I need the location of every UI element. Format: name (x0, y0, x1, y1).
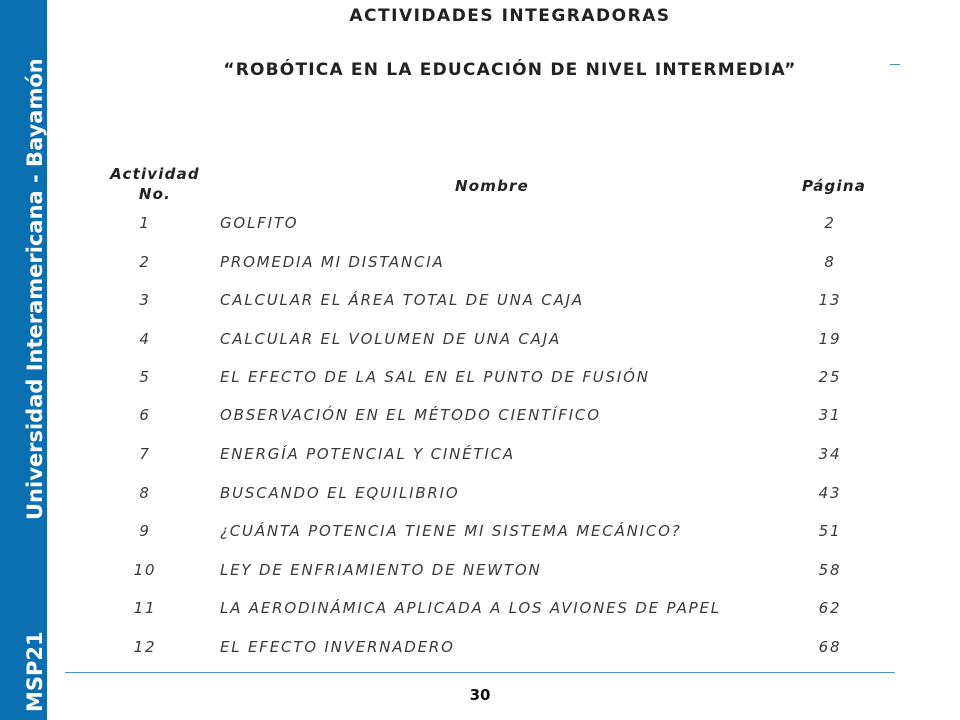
column-header-page: Página (802, 177, 867, 195)
row-activity-name: CALCULAR EL ÁREA TOTAL DE UNA CAJA (220, 291, 584, 309)
decorative-tick (890, 64, 900, 65)
column-header-activity-line2: No. (138, 185, 172, 203)
document-title: ACTIVIDADES INTEGRADORAS (349, 6, 671, 26)
row-activity-name: LEY DE ENFRIAMIENTO DE NEWTON (220, 561, 542, 579)
row-activity-name: EL EFECTO DE LA SAL EN EL PUNTO DE FUSIÓN (220, 368, 650, 386)
row-number: 10 (133, 561, 157, 579)
row-number: 11 (133, 599, 157, 617)
row-number: 8 (139, 484, 151, 502)
page-number: 30 (469, 686, 491, 704)
row-number: 9 (139, 522, 151, 540)
row-activity-name: ¿CUÁNTA POTENCIA TIENE MI SISTEMA MECÁNICO? (220, 522, 682, 540)
row-page-number: 62 (818, 599, 842, 617)
row-page-number: 43 (818, 484, 842, 502)
column-header-activity-line1: Actividad (110, 165, 200, 183)
row-page-number: 58 (818, 561, 842, 579)
row-number: 1 (139, 214, 151, 232)
sidebar-university-name: Universidad Interamericana - Bayamón (23, 58, 47, 520)
row-page-number: 68 (818, 638, 842, 656)
row-page-number: 34 (818, 445, 842, 463)
row-number: 2 (139, 253, 151, 271)
row-number: 5 (139, 368, 151, 386)
row-activity-name: PROMEDIA MI DISTANCIA (220, 253, 445, 271)
row-number: 12 (133, 638, 157, 656)
row-activity-name: GOLFITO (220, 214, 299, 232)
row-number: 3 (139, 291, 151, 309)
row-page-number: 13 (818, 291, 842, 309)
row-activity-name: EL EFECTO INVERNADERO (220, 638, 455, 656)
row-activity-name: LA AERODINÁMICA APLICADA A LOS AVIONES DE PAPEL (220, 599, 721, 617)
row-activity-name: OBSERVACIÓN EN EL MÉTODO CIENTÍFICO (220, 406, 601, 424)
document-subtitle: “ROBÓTICA EN LA EDUCACIÓN DE NIVEL INTERMEDIA” (223, 60, 797, 80)
row-page-number: 51 (818, 522, 842, 540)
footer-divider (65, 672, 895, 673)
row-activity-name: CALCULAR EL VOLUMEN DE UNA CAJA (220, 330, 562, 348)
row-number: 7 (139, 445, 151, 463)
row-page-number: 2 (824, 214, 836, 232)
column-header-name: Nombre (455, 177, 529, 195)
row-page-number: 25 (818, 368, 842, 386)
row-number: 4 (139, 330, 151, 348)
vertical-sidebar-banner (0, 0, 47, 720)
row-page-number: 8 (824, 253, 836, 271)
row-activity-name: BUSCANDO EL EQUILIBRIO (220, 484, 460, 502)
row-number: 6 (139, 406, 151, 424)
sidebar-course-code: MSP21 (23, 631, 47, 712)
row-activity-name: ENERGÍA POTENCIAL Y CINÉTICA (220, 445, 515, 463)
row-page-number: 31 (818, 406, 842, 424)
column-header-activity-number (100, 164, 210, 204)
row-page-number: 19 (818, 330, 842, 348)
